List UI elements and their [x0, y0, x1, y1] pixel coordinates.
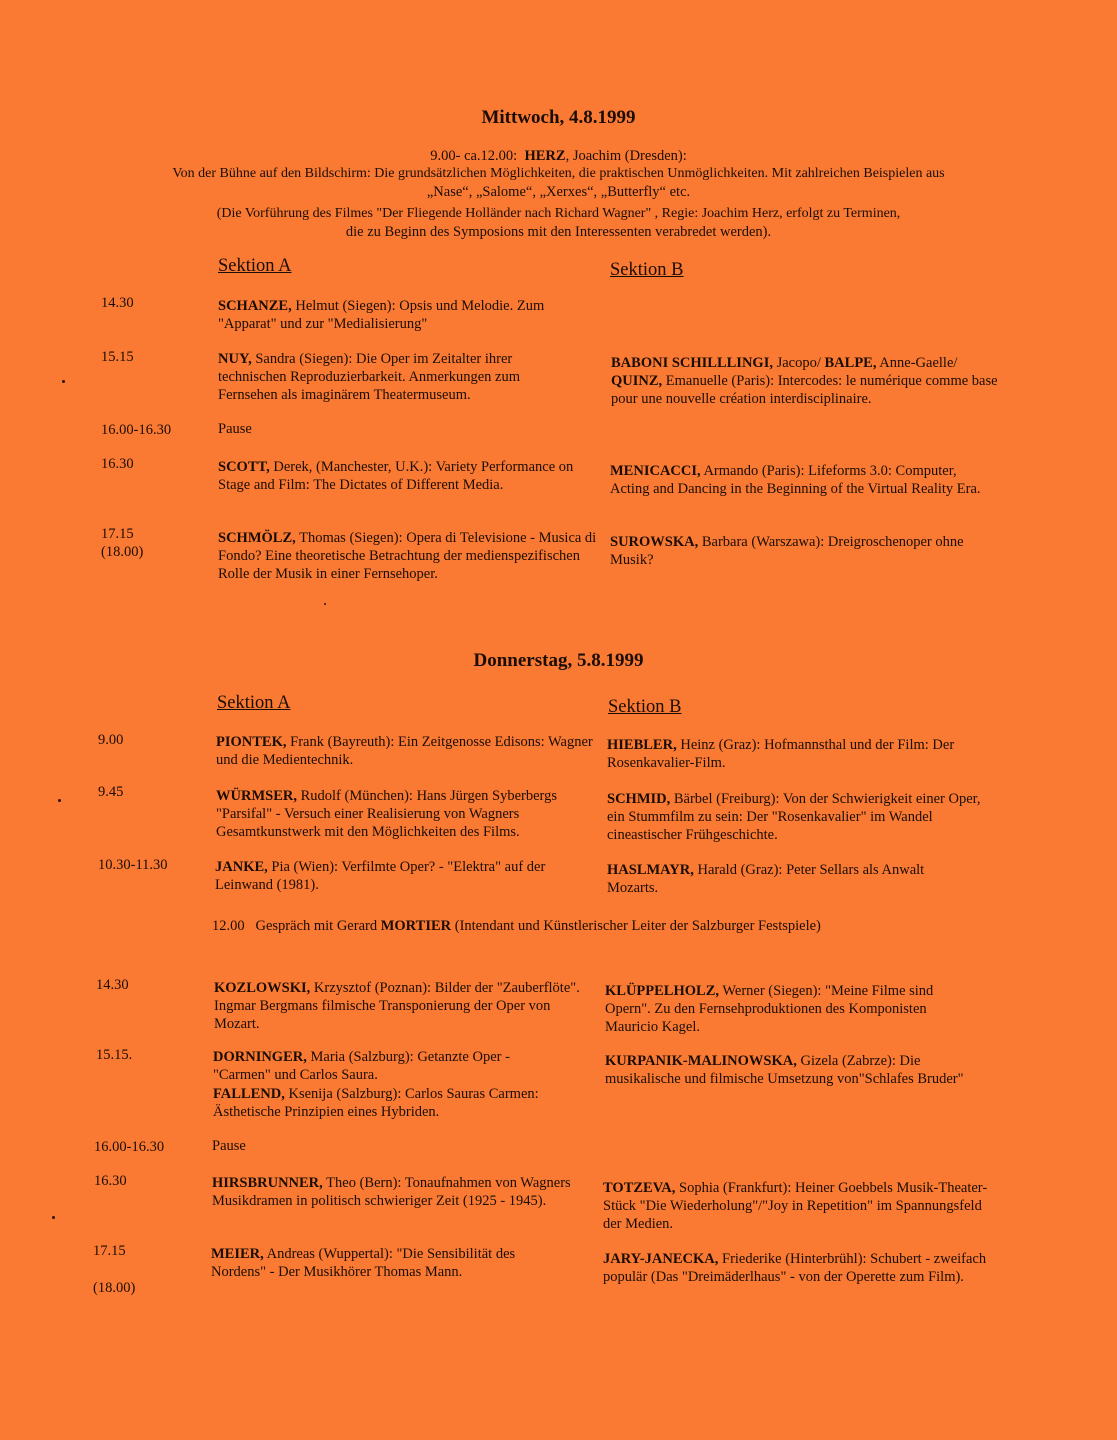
time-slot: 16.30 [94, 1173, 127, 1189]
sektion-a-heading: Sektion A [217, 693, 291, 713]
intro-speaker-rest: , Joachim (Dresden): [565, 148, 687, 164]
speaker-name: SCOTT, [218, 459, 270, 475]
sektion-b-heading: Sektion B [608, 697, 682, 717]
speaker-name: HIEBLER, [607, 737, 677, 753]
talk-entry-b [610, 533, 980, 569]
talk-entry-a [214, 979, 599, 1033]
speaker-name: WÜRMSER, [216, 788, 297, 804]
talk-text: Armando (Paris): Lifeforms 3.0: Computer, Acting and Dancing in the Beginning of the Virtual Reality Era. [610, 463, 981, 497]
time-slot: 15.15 [101, 349, 134, 365]
intro-time: 9.00- ca.12.00: [430, 148, 518, 164]
midday-text: (Intendant und Künstlerischer Leiter der Salzburger Festspiele) [451, 918, 821, 934]
intro-note-line1: (Die Vorführung des Filmes "Der Fliegende Holländer nach Richard Wagner" , Regie: Joachim Herz, erfolgt zu Terminen, [216, 206, 901, 221]
talk-entry-b [607, 736, 992, 772]
speaker-name: BALPE, [820, 355, 877, 371]
talk-entry-a [212, 1174, 597, 1210]
talk-text: Sandra (Siegen): Die Oper im Zeitalter ihrer technischen Reproduzierbarkeit. Anmerkungen zum Fernsehen als imaginärem Theatermuseum. [218, 351, 520, 403]
speaker-name: TOTZEVA, [603, 1180, 676, 1196]
time-slot: 17.15 [101, 526, 134, 542]
speaker-name: PIONTEK, [216, 734, 287, 750]
speaker-name: KURPANIK-MALINOWSKA, [605, 1053, 797, 1069]
time-slot-alt: (18.00) [101, 544, 144, 560]
time-slot: 17.15 [93, 1243, 126, 1259]
talk-text: Thomas (Siegen): Opera di Televisione - Musica di Fondo? Eine theoretische Betrachtung der medienspezifischen Rolle der Musik in einer Fernsehoper. [218, 530, 597, 582]
talk-text: Emanuelle (Paris): Intercodes: le numérique comme base pour une nouvelle création interdisciplinaire. [611, 373, 998, 407]
talk-entry-b [605, 1052, 965, 1088]
talk-text: Gizela (Zabrze): Die musikalische und filmische Umsetzung von"Schlafes Bruder" [605, 1053, 964, 1087]
talk-text: Jacopo/ [772, 355, 821, 371]
talk-text: Friederike (Hinterbrühl): Schubert - zweifach populär (Das "Dreimäderlhaus" - von der Operette zum Film). [603, 1251, 987, 1285]
scan-speck [52, 1216, 55, 1219]
talk-text: Heinz (Graz): Hofmannsthal und der Film: Der Rosenkavalier-Film. [607, 737, 955, 771]
talk-text: Pia (Wien): Verfilmte Oper? - "Elektra" auf der Leinwand (1981). [215, 859, 546, 893]
time-slot: 9.00 [98, 732, 124, 748]
speaker-name: HASLMAYR, [607, 862, 694, 878]
time-slot: 9.45 [98, 784, 124, 800]
speaker-name: HIRSBRUNNER, [212, 1175, 323, 1191]
talk-text: Harald (Graz): Peter Sellars als Anwalt Mozarts. [607, 862, 925, 896]
time-slot: 14.30 [96, 977, 129, 993]
talk-entry-b [603, 1250, 988, 1286]
midday-time: 12.00 [212, 918, 245, 934]
sektion-a-heading: Sektion A [218, 256, 292, 276]
intro-description: Von der Bühne auf den Bildschirm: Die grundsätzlichen Möglichkeiten, die praktischen Unmöglichkeiten. Mit zahlreichen Beispielen aus [172, 166, 945, 181]
talk-text: Maria (Salzburg): Getanzte Oper - "Carmen" und Carlos Saura. [213, 1049, 510, 1083]
talk-entry-b [610, 462, 995, 498]
time-slot: 14.30 [101, 295, 134, 311]
speaker-name: BABONI SCHILLLINGI, [611, 355, 773, 371]
talk-text: Sophia (Frankfurt): Heiner Goebbels Musik-Theater-Stück "Die Wiederholung"/"Joy in Repetition" im Spannungsfeld der Medien. [603, 1180, 988, 1232]
talk-entry-b [603, 1179, 988, 1233]
talk-entry-a [215, 858, 595, 894]
talk-text: Theo (Bern): Tonaufnahmen von Wagners Musikdramen in politisch schwieriger Zeit (1925 - 1945). [212, 1175, 571, 1209]
intro-examples: „Nase“, „Salome“, „Xerxes“, „Butterfly“ etc. [426, 184, 691, 200]
speaker-name: NUY, [218, 351, 252, 367]
talk-entry-b [611, 354, 1003, 408]
intro-speaker: HERZ [524, 148, 566, 164]
talk-text: Rudolf (München): Hans Jürgen Syberbergs "Parsifal" - Versuch einer Realisierung von Wagners Gesamtkunstwerk mit den Möglichkeiten des Films. [216, 788, 557, 840]
speaker-name: SCHMÖLZ, [218, 530, 296, 546]
speaker-name: MEIER, [211, 1246, 264, 1262]
time-slot: 16.00-16.30 [94, 1139, 165, 1155]
midday-talk [212, 917, 821, 935]
speaker-name: FALLEND, [213, 1086, 285, 1102]
talk-text: Werner (Siegen): "Meine Filme sind Opern". Zu den Fernsehproduktionen des Komponisten Mauricio Kagel. [605, 983, 934, 1035]
talk-entry-a2 [213, 1085, 598, 1121]
speaker-name: MORTIER [380, 918, 452, 934]
day-title-mittwoch: Mittwoch, 4.8.1999 [481, 107, 636, 128]
talk-text: Helmut (Siegen): Opsis und Melodie. Zum "Apparat" und zur "Medialisierung" [218, 298, 545, 332]
intro-note-line2: die zu Beginn des Symposions mit den Interessenten verabredet werden). [345, 224, 772, 240]
scan-speck [324, 603, 326, 605]
day-title-donnerstag: Donnerstag, 5.8.1999 [473, 650, 644, 671]
talk-text: Bärbel (Freiburg): Von der Schwierigkeit einer Oper, ein Stummfilm zu sein: Der "Rosenkavalier" im Wandel cineastischer Frühgeschichte. [607, 791, 981, 843]
time-slot: 10.30-11.30 [98, 857, 168, 873]
talk-text: Andreas (Wuppertal): "Die Sensibilität des Nordens" - Der Musikhörer Thomas Mann. [211, 1246, 516, 1280]
speaker-name: JANKE, [215, 859, 268, 875]
time-slot: 16.30 [101, 456, 134, 472]
talk-entry-a [213, 1048, 558, 1084]
talk-entry-b [607, 861, 977, 897]
talk-text: Krzysztof (Poznan): Bilder der "Zauberflöte". Ingmar Bergmans filmische Transponierung der Oper von Mozart. [214, 980, 580, 1032]
talk-entry-a [216, 787, 596, 841]
talk-entry-a [216, 733, 596, 769]
midday-text: Gespräch mit Gerard [255, 918, 381, 934]
time-slot: 16.00-16.30 [101, 422, 172, 438]
speaker-name: DORNINGER, [213, 1049, 307, 1065]
speaker-name: SCHANZE, [218, 298, 292, 314]
talk-text: Barbara (Warszawa): Dreigroschenoper ohne Musik? [610, 534, 964, 568]
talk-entry-b [605, 982, 980, 1036]
talk-text: Ksenija (Salzburg): Carlos Sauras Carmen: Ästhetische Prinzipien eines Hybriden. [213, 1086, 539, 1120]
talk-text: Derek, (Manchester, U.K.): Variety Performance on Stage and Film: The Dictates of Different Media. [218, 459, 574, 493]
talk-entry-a [218, 458, 598, 494]
speaker-name: SUROWSKA, [610, 534, 699, 550]
pause-label: Pause [212, 1138, 246, 1154]
talk-entry-b [607, 790, 982, 844]
sektion-b-heading: Sektion B [610, 260, 684, 280]
speaker-name: MENICACCI, [610, 463, 701, 479]
scan-speck [62, 380, 65, 383]
talk-text: Anne-Gaelle/ [876, 355, 958, 371]
speaker-name: KOZLOWSKI, [214, 980, 311, 996]
scan-speck [58, 799, 61, 802]
time-slot-alt: (18.00) [93, 1280, 136, 1296]
time-slot: 15.15. [96, 1047, 133, 1063]
speaker-name: JARY-JANECKA, [603, 1251, 719, 1267]
talk-entry-a [211, 1245, 561, 1281]
talk-entry-a [218, 297, 593, 333]
talk-text: Frank (Bayreuth): Ein Zeitgenosse Edisons: Wagner und die Medientechnik. [216, 734, 593, 768]
pause-label: Pause [218, 421, 252, 437]
talk-entry-a [218, 350, 563, 404]
speaker-name: SCHMID, [607, 791, 671, 807]
intro-line-herz [0, 147, 1117, 165]
speaker-name: QUINZ, [611, 373, 663, 389]
talk-entry-a [218, 529, 598, 583]
speaker-name: KLÜPPELHOLZ, [605, 983, 720, 999]
